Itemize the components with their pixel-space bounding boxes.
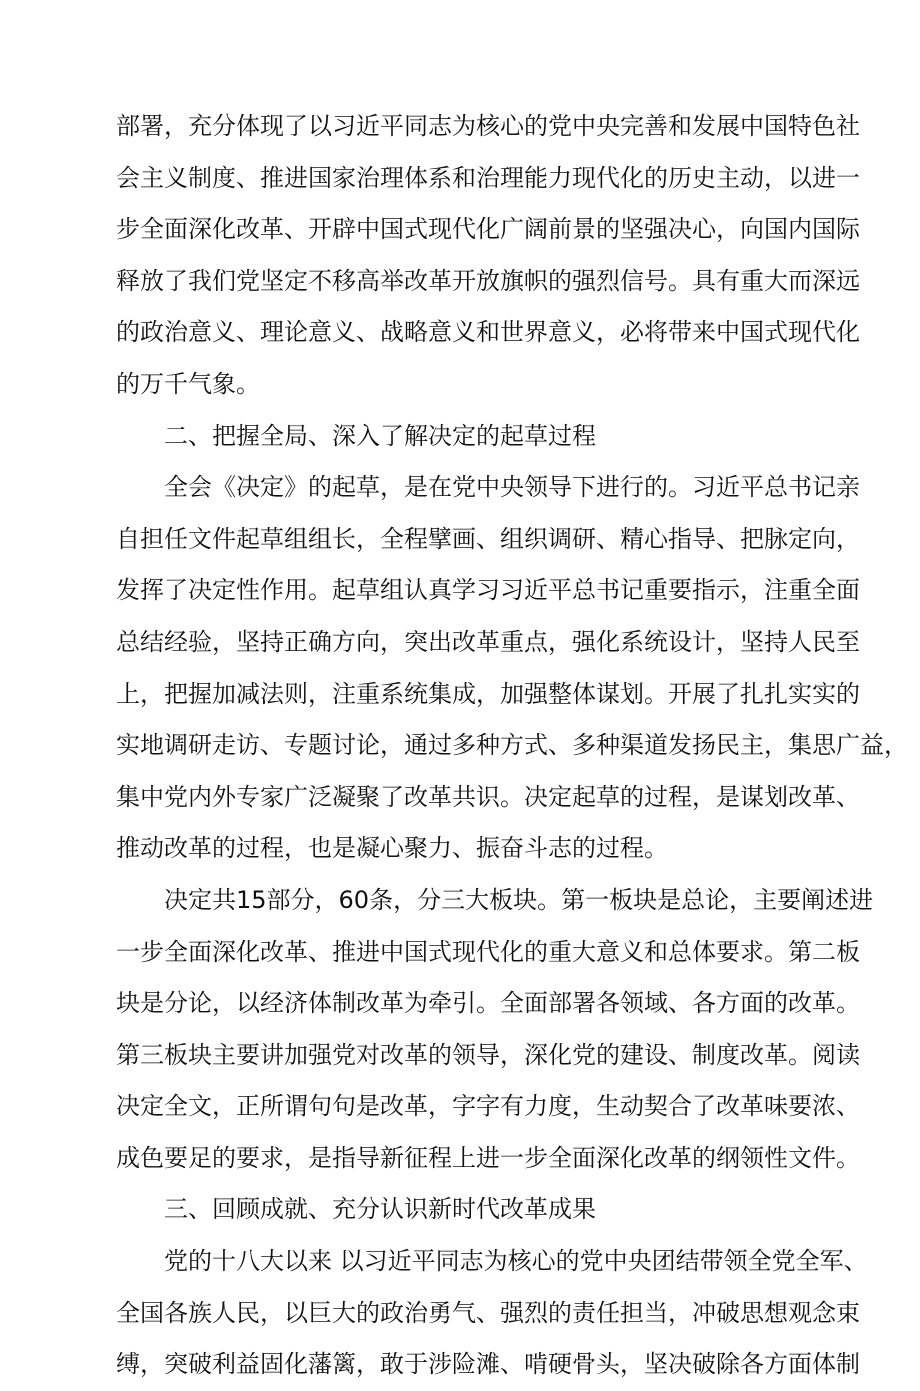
text-line: 全国各族人民，以巨大的政治勇气、强烈的责任担当，冲破思想观念束 bbox=[116, 1298, 860, 1327]
text-line: 决定全文，正所谓句句是改革，字字有力度，生动契合了改革味要浓、 bbox=[116, 1092, 860, 1121]
text-line: 党的十八大以来 以习近平同志为核心的党中央团结带领全党全军、 bbox=[164, 1247, 868, 1276]
text-line: 缚，突破利益固化藩篱，敢于涉险滩、啃硬骨头，坚决破除各方面体制 bbox=[116, 1350, 860, 1379]
text-line: 部署，充分体现了以习近平同志为核心的党中央完善和发展中国特色社 bbox=[116, 112, 860, 140]
text-line: 块是分论，以经济体制改革为牵引。全面部署各领域、各方面的改革。 bbox=[116, 989, 860, 1018]
text-line: 集中党内外专家广泛凝聚了改革共识。决定起草的过程，是谋划改革、 bbox=[116, 782, 860, 811]
text-line: 步全面深化改革、开辟中国式现代化广阔前景的坚强决心，向国内国际 bbox=[116, 215, 860, 244]
text-line: 的万千气象。 bbox=[116, 369, 260, 398]
text-line: 三、回顾成就、充分认识新时代改革成果 bbox=[164, 1195, 596, 1224]
text-line: 上，把握加减法则，注重系统集成，加强整体谋划。开展了扎扎实实的 bbox=[116, 679, 860, 708]
text-line: 决定共15部分，60条，分三大板块。第一板块是总论，主要阐述进 bbox=[164, 885, 874, 914]
document-body bbox=[116, 101, 908, 1391]
text-line: 二、把握全局、深入了解决定的起草过程 bbox=[164, 421, 596, 450]
text-line: 自担任文件起草组组长，全程擘画、组织调研、精心指导、把脉定向， bbox=[116, 524, 860, 553]
text-line: 实地调研走访、专题讨论，通过多种方式、多种渠道发扬民主，集思广益， bbox=[116, 731, 908, 760]
text-line: 一步全面深化改革、推进中国式现代化的重大意义和总体要求。第二板 bbox=[116, 937, 860, 966]
text-line: 推动改革的过程，也是凝心聚力、振奋斗志的过程。 bbox=[116, 834, 668, 863]
text-line: 成色要足的要求，是指导新征程上进一步全面深化改革的纲领性文件。 bbox=[116, 1143, 860, 1172]
text-line: 发挥了决定性作用。起草组认真学习习近平总书记重要指示，注重全面 bbox=[116, 576, 860, 605]
text-line: 总结经验，坚持正确方向，突出改革重点，强化系统设计，坚持人民至 bbox=[116, 627, 860, 656]
text-line: 释放了我们党坚定不移高举改革开放旗帜的强烈信号。具有重大而深远 bbox=[116, 266, 860, 295]
text-line: 的政治意义、理论意义、战略意义和世界意义，必将带来中国式现代化 bbox=[116, 318, 860, 347]
text-line: 会主义制度、推进国家治理体系和治理能力现代化的历史主动，以进一 bbox=[116, 163, 860, 192]
text-line: 第三板块主要讲加强党对改革的领导，深化党的建设、制度改革。阅读 bbox=[116, 1040, 860, 1069]
text-line: 全会《决定》的起草，是在党中央领导下进行的。习近平总书记亲 bbox=[164, 473, 860, 502]
